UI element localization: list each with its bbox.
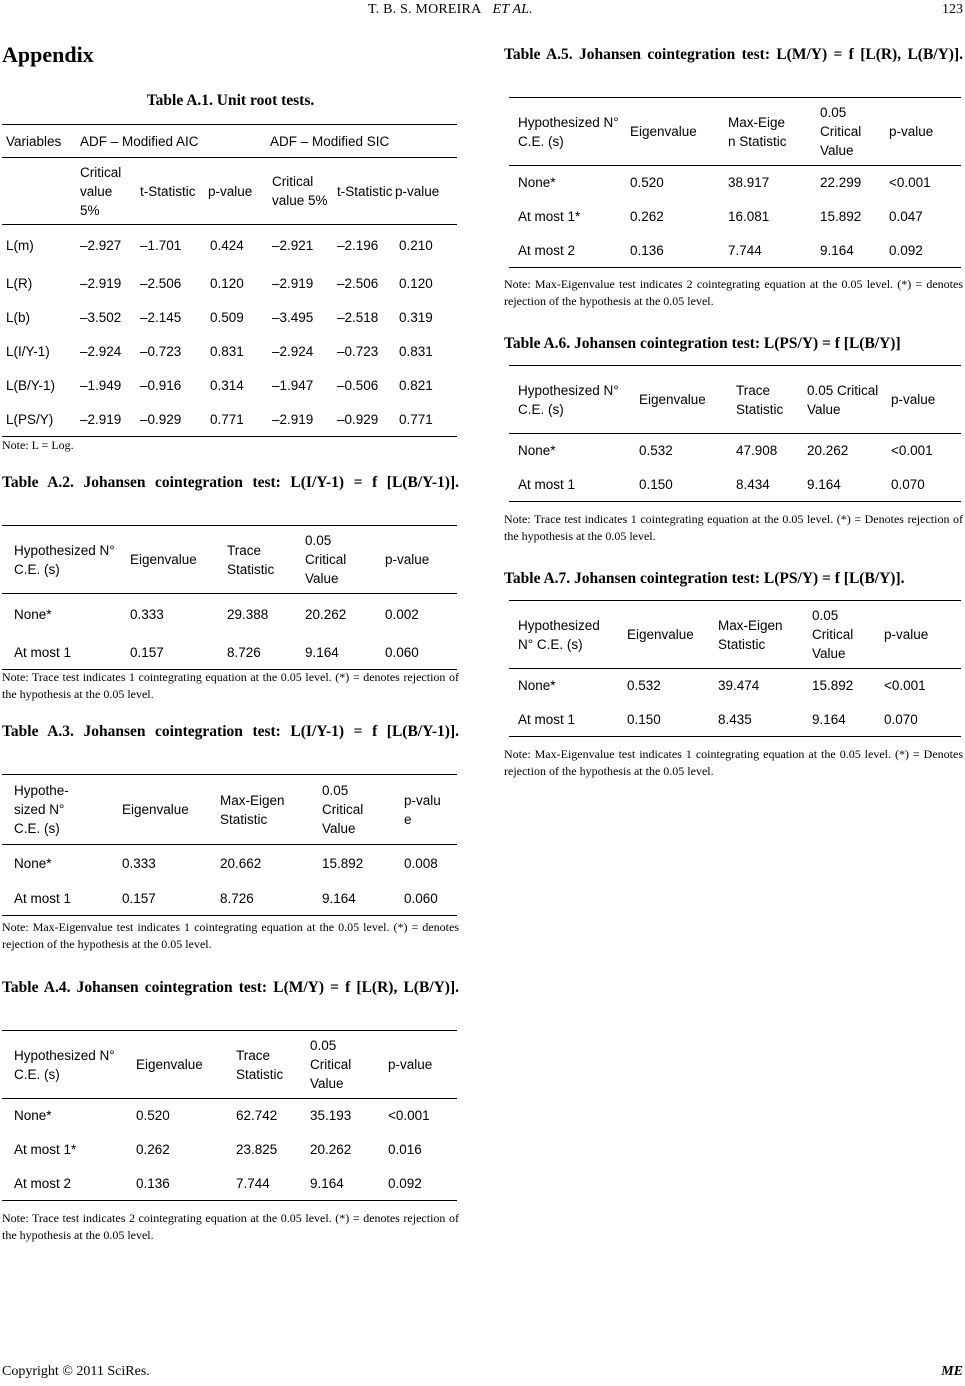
table-a4-row <box>2 1167 457 1201</box>
table-a6-cell: 20.262 <box>807 443 849 459</box>
table-a6-header-statistic: Trace Statistic <box>726 366 803 434</box>
table-a2-cell: 29.388 <box>227 607 269 623</box>
table-a4-cell: At most 2 <box>14 1175 72 1191</box>
table-a1-cell: L(b) <box>6 310 31 325</box>
table-a3-cell: None* <box>14 855 52 871</box>
table-a7-cell: 39.474 <box>718 678 760 694</box>
table-a3-row <box>2 882 457 916</box>
table-a2-header-hypothesized: Hypothesized N° C.E. (s) <box>2 526 120 594</box>
table-a7-header-row <box>509 601 961 669</box>
table-a4-note: Note: Trace test indicates 2 cointegrating equation at the 0.05 level. (*) = denotes rejection of the hypothesis at the 0.05 level. <box>2 1211 459 1242</box>
table-a4-cell: 0.136 <box>136 1175 170 1191</box>
table-a1-subheader-cv-sic: Critical value 5% <box>266 158 333 225</box>
table-a1-cell: 0.831 <box>399 344 433 359</box>
table-a5-note: Note: Max-Eigenvalue test indicates 2 cointegrating equation at the 0.05 level. (*) = denotes rejection of the hypothesis at the 0.05 level. <box>504 277 963 308</box>
table-a1-cell: 0.120 <box>399 276 433 291</box>
table-a1-cell: 0.319 <box>399 310 433 325</box>
table-a6-header-pvalue: p-value <box>889 366 961 434</box>
table-a1-cell: –2.145 <box>140 310 182 325</box>
table-a1-group-header-row <box>2 125 457 158</box>
table-a5-header-pvalue: p-value <box>887 98 961 166</box>
table-a1-cell: –0.916 <box>140 378 182 393</box>
table-a1-cell: L(PS/Y) <box>6 411 54 427</box>
table-a1-cell: –1.949 <box>80 378 122 393</box>
table-a5-row <box>509 200 961 234</box>
table-a7-body <box>509 669 961 737</box>
table-a5 <box>509 97 961 268</box>
table-a7-cell: 15.892 <box>812 678 854 694</box>
table-a3-note: Note: Max-Eigenvalue test indicates 1 cointegrating equation at the 0.05 level. (*) = denotes rejection of the hypothesis at the 0.05 level. <box>2 920 459 951</box>
table-a5-cell: At most 2 <box>518 242 576 258</box>
table-a1-note: Note: L = Log. <box>2 438 74 452</box>
table-a1-cell: –3.495 <box>272 310 314 325</box>
table-a2-cell: 0.157 <box>130 644 164 660</box>
table-a6-cell: <0.001 <box>891 443 933 459</box>
table-a1-cell: –0.929 <box>140 411 182 427</box>
table-a1-cell: L(B/Y-1) <box>6 378 56 393</box>
table-a3-header-critical: 0.05 Critical Value <box>308 775 390 845</box>
table-a7-header-eigenvalue: Eigenvalue <box>619 601 714 669</box>
table-a2-header-row <box>2 526 457 594</box>
table-a3-cell: 20.662 <box>220 855 262 871</box>
table-a5-cell: 9.164 <box>820 242 854 258</box>
table-a1-row <box>2 267 457 301</box>
table-a2-cell: None* <box>14 607 52 623</box>
table-a1-cell: L(R) <box>6 276 33 291</box>
table-a3-header-row <box>2 775 457 845</box>
table-a2-header-critical: 0.05 Critical Value <box>295 526 375 594</box>
table-a1-body <box>2 225 457 437</box>
table-a1-cell: –1.701 <box>140 238 182 254</box>
table-a7-header-critical: 0.05 Critical Value <box>808 601 880 669</box>
table-a4-row <box>2 1133 457 1167</box>
table-a3-cell: 8.726 <box>220 890 254 906</box>
table-a1-cell: –0.723 <box>337 344 379 359</box>
table-a3-body <box>2 845 457 916</box>
table-a4-cell: 35.193 <box>310 1108 352 1124</box>
table-a2-header-pvalue: p-value <box>375 526 457 594</box>
table-a2-cell: 8.726 <box>227 644 261 660</box>
table-a1-cell: –0.506 <box>337 378 379 393</box>
table-a5-cell: 0.047 <box>889 209 923 224</box>
table-a2-note: Note: Trace test indicates 1 cointegrating equation at the 0.05 level. (*) = denotes rejection of the hypothesis at the 0.05 level. <box>2 670 459 701</box>
table-a4 <box>2 1030 457 1201</box>
table-a6 <box>509 365 961 502</box>
table-a1-row <box>2 335 457 369</box>
table-a5-cell: 0.520 <box>630 175 664 191</box>
table-a7-row <box>509 669 961 703</box>
table-a1-cell: –2.518 <box>337 310 379 325</box>
table-a7-title: Table A.7. Johansen cointegration test: L(PS/Y) = f [L(B/Y)]. <box>504 570 905 587</box>
table-a1-cell: –2.921 <box>272 238 314 254</box>
table-a1-cell: –3.502 <box>80 310 122 325</box>
table-a2 <box>2 525 457 670</box>
table-a5-row <box>509 166 961 200</box>
table-a6-cell: 9.164 <box>807 476 841 492</box>
table-a5-header-statistic: Max-Eige n Statistic <box>720 98 812 166</box>
table-a1-header-aic: ADF – Modified AIC <box>74 125 266 158</box>
table-a5-cell: <0.001 <box>889 175 931 191</box>
table-a6-cell: 0.532 <box>639 443 673 459</box>
table-a1-header-sic: ADF – Modified SIC <box>266 125 457 158</box>
table-a1-cell: 0.210 <box>399 238 433 254</box>
table-a3 <box>2 774 457 916</box>
table-a2-cell: 0.002 <box>385 607 419 623</box>
table-a5-cell: None* <box>518 175 556 191</box>
table-a4-cell: <0.001 <box>388 1108 430 1124</box>
table-a1-cell: 0.424 <box>210 238 244 254</box>
table-a1-title: Table A.1. Unit root tests. <box>146 92 315 109</box>
table-a4-body <box>2 1099 457 1201</box>
table-a1-cell: –2.924 <box>80 344 122 359</box>
table-a5-cell: 0.136 <box>630 242 664 258</box>
table-a6-cell: At most 1 <box>518 476 576 492</box>
table-a5-cell: 0.092 <box>889 242 923 258</box>
table-a1-header-variables: Variables <box>2 125 74 158</box>
table-a2-header-eigenvalue: Eigenvalue <box>120 526 215 594</box>
table-a7-header-pvalue: p-value <box>880 601 961 669</box>
table-a6-cell: 8.434 <box>736 476 770 492</box>
table-a1-cell: –2.919 <box>80 276 122 291</box>
table-a5-header-row <box>509 98 961 166</box>
table-a3-row <box>2 845 457 882</box>
table-a7-cell: 0.150 <box>627 711 661 727</box>
authors-etal: ET AL. <box>492 2 533 17</box>
table-a5-row <box>509 234 961 268</box>
table-a1-cell: L(m) <box>6 238 34 254</box>
table-a4-cell: At most 1* <box>14 1142 77 1157</box>
table-a7-cell: 8.435 <box>718 711 752 727</box>
table-a6-cell: 0.070 <box>891 476 925 492</box>
table-a2-row <box>2 636 457 670</box>
table-a4-cell: 0.092 <box>388 1175 422 1191</box>
table-a1-cell: 0.509 <box>210 310 244 325</box>
table-a3-cell: 0.333 <box>122 855 156 871</box>
table-a4-header-critical: 0.05 Critical Value <box>298 1031 376 1099</box>
table-a5-cell: 22.299 <box>820 175 862 191</box>
table-a4-cell: None* <box>14 1108 52 1124</box>
table-a1-cell: –1.947 <box>272 378 314 393</box>
table-a4-header-eigenvalue: Eigenvalue <box>124 1031 224 1099</box>
table-a1-subheader-p-aic: p-value <box>206 158 266 225</box>
table-a1-cell: 0.821 <box>399 378 433 393</box>
table-a5-cell: 15.892 <box>820 209 862 224</box>
table-a2-cell: 0.333 <box>130 607 164 623</box>
table-a2-cell: At most 1 <box>14 644 72 660</box>
table-a7-header-statistic: Max-Eigen Statistic <box>714 601 808 669</box>
table-a4-header-hypothesized: Hypothesized N° C.E. (s) <box>2 1031 124 1099</box>
table-a5-cell: 0.262 <box>630 209 664 224</box>
table-a1-subheader-blank <box>2 158 74 225</box>
table-a6-title: Table A.6. Johansen cointegration test: L(PS/Y) = f [L(B/Y)] <box>504 335 901 352</box>
table-a3-header-statistic: Max-Eigen Statistic <box>206 775 308 845</box>
table-a6-cell: 0.150 <box>639 476 673 492</box>
table-a4-cell: 20.262 <box>310 1142 352 1157</box>
table-a1-cell: –2.927 <box>80 238 122 254</box>
table-a7-cell: 0.532 <box>627 678 661 694</box>
table-a2-cell: 9.164 <box>305 644 339 660</box>
table-a1-sub-header-row <box>2 158 457 225</box>
table-a6-cell: 47.908 <box>736 443 778 459</box>
table-a4-cell: 0.520 <box>136 1108 170 1124</box>
table-a5-header-critical: 0.05 Critical Value <box>812 98 887 166</box>
table-a3-cell: 15.892 <box>322 855 364 871</box>
footer-journal: ME <box>941 1364 963 1379</box>
table-a7-note: Note: Max-Eigenvalue test indicates 1 cointegrating equation at the 0.05 level. (*) = Denotes rejection of the hypothesis at the 0.05 level. <box>504 747 963 778</box>
footer-copyright: Copyright © 2011 SciRes. <box>2 1364 150 1379</box>
table-a5-body <box>509 166 961 268</box>
table-a4-row <box>2 1099 457 1133</box>
table-a5-title: Table A.5. Johansen cointegration test: L(M/Y) = f [L(R), L(B/Y)]. <box>504 46 963 63</box>
table-a4-header-statistic: Trace Statistic <box>224 1031 298 1099</box>
table-a1-cell: –0.723 <box>140 344 182 359</box>
table-a3-cell: 0.008 <box>404 855 438 871</box>
table-a4-cell: 62.742 <box>236 1108 278 1124</box>
table-a1-cell: –2.196 <box>337 238 379 254</box>
table-a1-subheader-t-sic: t-Statistic <box>333 158 395 225</box>
table-a3-title: Table A.3. Johansen cointegration test: L(I/Y-1) = f [L(B/Y-1)]. <box>2 723 459 740</box>
page-number: 123 <box>942 2 963 17</box>
table-a4-title: Table A.4. Johansen cointegration test: L(M/Y) = f [L(R), L(B/Y)]. <box>2 979 459 996</box>
table-a1-cell: 0.771 <box>210 411 244 427</box>
table-a7-cell: None* <box>518 678 556 694</box>
table-a1-cell: –2.506 <box>337 276 379 291</box>
table-a1-row <box>2 225 457 267</box>
table-a2-body <box>2 594 457 670</box>
table-a1-cell: –2.919 <box>272 411 314 427</box>
table-a1-cell: 0.771 <box>399 411 433 427</box>
table-a1-subheader-p-sic: p-value <box>395 158 457 225</box>
table-a5-header-hypothesized: Hypothesized N° C.E. (s) <box>509 98 622 166</box>
table-a7-cell: <0.001 <box>884 678 926 694</box>
table-a2-title: Table A.2. Johansen cointegration test: L(I/Y-1) = f [L(B/Y-1)]. <box>2 474 459 491</box>
table-a5-header-eigenvalue: Eigenvalue <box>622 98 720 166</box>
table-a2-header-statistic: Trace Statistic <box>215 526 295 594</box>
table-a6-header-row <box>509 366 961 434</box>
table-a7 <box>509 600 961 737</box>
table-a1-cell: 0.120 <box>210 276 244 291</box>
table-a4-header-pvalue: p-value <box>376 1031 457 1099</box>
table-a4-cell: 23.825 <box>236 1142 278 1157</box>
table-a1-row <box>2 369 457 403</box>
table-a6-header-hypothesized: Hypothesized N° C.E. (s) <box>509 366 629 434</box>
table-a3-cell: 0.060 <box>404 890 438 906</box>
table-a1-subheader-t-aic: t-Statistic <box>134 158 206 225</box>
table-a4-cell: 7.744 <box>236 1175 270 1191</box>
table-a2-cell: 0.060 <box>385 644 419 660</box>
table-a3-cell: At most 1 <box>14 890 72 906</box>
table-a1-cell: –2.919 <box>272 276 314 291</box>
table-a1-cell: 0.314 <box>210 378 244 393</box>
table-a7-cell: 9.164 <box>812 711 846 727</box>
authors-text: T. B. S. MOREIRA <box>368 2 482 17</box>
table-a1-subheader-cv-aic: Critical value 5% <box>74 158 134 225</box>
table-a1-cell: –2.919 <box>80 411 122 427</box>
table-a3-cell: 0.157 <box>122 890 156 906</box>
table-a6-body <box>509 434 961 502</box>
table-a6-cell: None* <box>518 443 556 459</box>
table-a5-cell: 38.917 <box>728 175 770 191</box>
table-a3-header-pvalue: p-valu e <box>390 775 457 845</box>
table-a1-cell: –0.929 <box>337 411 379 427</box>
table-a2-cell: 20.262 <box>305 607 347 623</box>
section-title: Appendix <box>2 42 94 67</box>
table-a2-row <box>2 594 457 636</box>
table-a4-header-row <box>2 1031 457 1099</box>
table-a7-cell: At most 1 <box>518 711 576 727</box>
table-a7-cell: 0.070 <box>884 711 918 727</box>
running-header-authors <box>368 2 533 18</box>
running-header <box>0 2 965 22</box>
table-a6-note: Note: Trace test indicates 1 cointegrating equation at the 0.05 level. (*) = Denotes rejection of the hypothesis at the 0.05 level. <box>504 512 963 543</box>
table-a6-row <box>509 468 961 502</box>
table-a1-row <box>2 301 457 335</box>
table-a5-cell: 16.081 <box>728 209 770 224</box>
table-a3-cell: 9.164 <box>322 890 356 906</box>
table-a5-cell: At most 1* <box>518 209 581 224</box>
page-footer <box>0 1360 965 1380</box>
table-a1-cell: –2.506 <box>140 276 182 291</box>
table-a5-cell: 7.744 <box>728 242 762 258</box>
table-a6-row <box>509 434 961 468</box>
table-a1 <box>2 124 457 437</box>
table-a3-header-hypothesized: Hypothe-sized N° C.E. (s) <box>2 775 110 845</box>
table-a7-row <box>509 703 961 737</box>
table-a1-cell: –2.924 <box>272 344 314 359</box>
table-a7-header-hypothesized: Hypothesized N° C.E. (s) <box>509 601 619 669</box>
table-a3-header-eigenvalue: Eigenvalue <box>110 775 206 845</box>
table-a1-cell: 0.831 <box>210 344 244 359</box>
table-a1-row <box>2 403 457 437</box>
table-a4-cell: 0.016 <box>388 1142 422 1157</box>
table-a6-header-eigenvalue: Eigenvalue <box>629 366 726 434</box>
table-a6-header-critical: 0.05 Critical Value <box>803 366 889 434</box>
table-a4-cell: 0.262 <box>136 1142 170 1157</box>
table-a1-cell: L(I/Y-1) <box>6 344 50 359</box>
table-a4-cell: 9.164 <box>310 1175 344 1191</box>
